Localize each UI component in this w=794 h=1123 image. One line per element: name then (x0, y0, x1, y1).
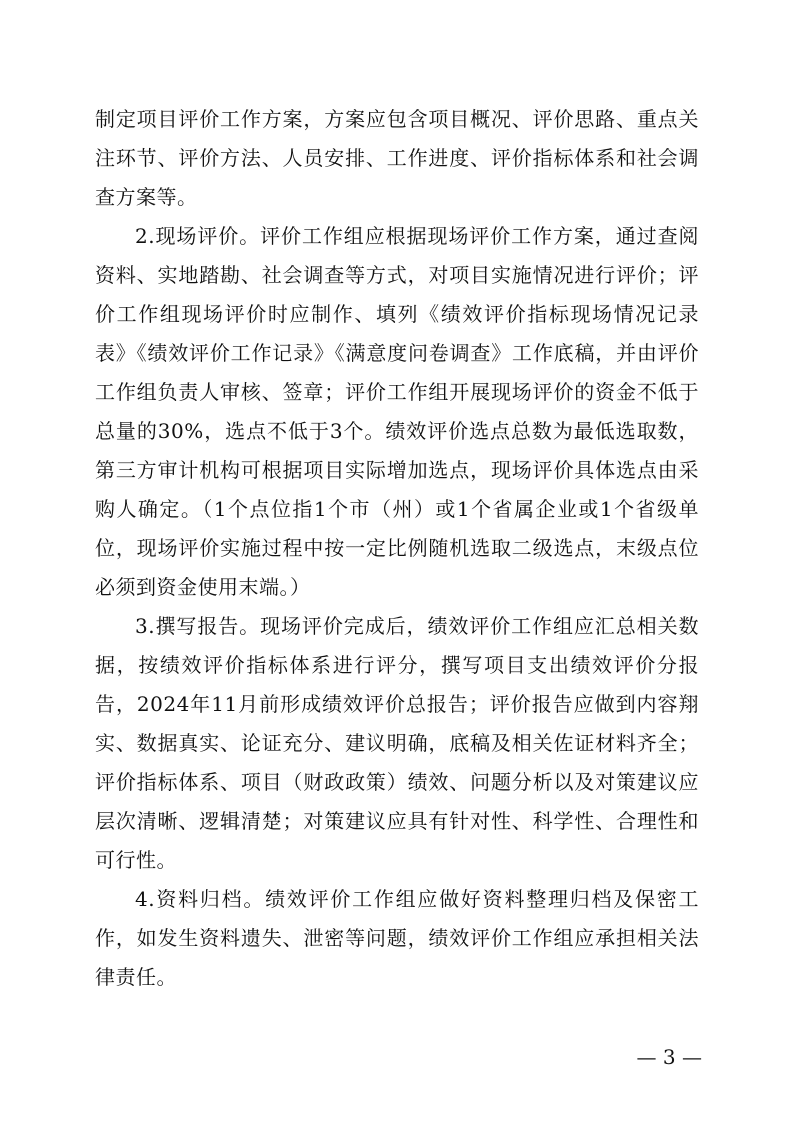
page-number: — 3 — (636, 1045, 702, 1069)
paragraph-report-writing: 3.撰写报告。现场评价完成后，绩效评价工作组应汇总相关数据，按绩效评价指标体系进行评分，撰写项目支出绩效评价分报告，2024年11月前形成绩效评价总报告；评价报告应做到内容翔实、数据真实、论证充分、建议明确，底稿及相关佐证材料齐全；评价指标体系、项目（财政政策）绩效、问题分析以及对策建议应层次清晰、逻辑清楚；对策建议应具有针对性、科学性、合理性和可行性。 (95, 614, 699, 872)
document-body (95, 100, 699, 997)
paragraph-archiving: 4.资料归档。绩效评价工作组应做好资料整理归档及保密工作，如发生资料遗失、泄密等问题，绩效评价工作组应承担相关法律责任。 (95, 887, 699, 989)
paragraph-continuation: 制定项目评价工作方案，方案应包含项目概况、评价思路、重点关注环节、评价方法、人员安排、工作进度、评价指标体系和社会调查方案等。 (95, 107, 699, 209)
paragraph-site-evaluation: 2.现场评价。评价工作组应根据现场评价工作方案，通过查阅资料、实地踏勘、社会调查等方式，对项目实施情况进行评价；评价工作组现场评价时应制作、填列《绩效评价指标现场情况记录表》《绩效评价工作记录》《满意度问卷调查》工作底稿，并由评价工作组负责人审核、签章；评价工作组开展现场评价的资金不低于总量的30%，选点不低于3个。绩效评价选点总数为最低选取数，第三方审计机构可根据项目实际增加选点，现场评价具体选点由采购人确定。（1个点位指1个市（州）或1个省属企业或1个省级单位，现场评价实施过程中按一定比例随机选取二级选点，末级点位必须到资金使用末端。） (95, 224, 699, 599)
